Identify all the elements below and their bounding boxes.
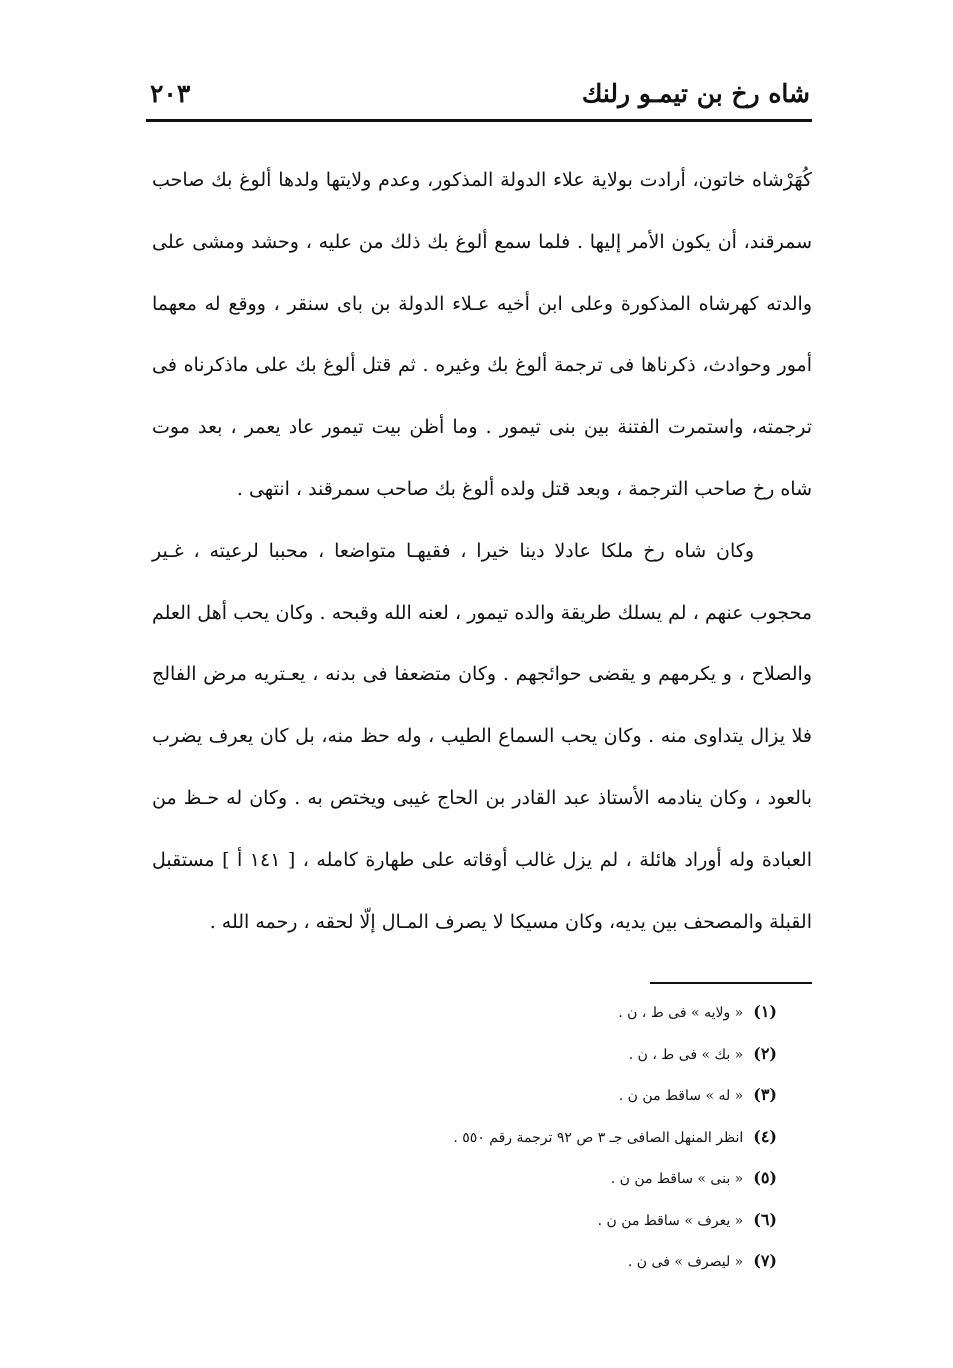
footnote-item bbox=[357, 1200, 777, 1242]
main-text bbox=[152, 150, 812, 953]
footnote-item bbox=[357, 1158, 777, 1200]
footnote-number: (١) bbox=[753, 1002, 777, 1021]
footnote-item bbox=[357, 992, 777, 1034]
footnote-text: « بنى » ساقط من ن . bbox=[610, 1171, 744, 1187]
page-number: ٢٠٣ bbox=[150, 79, 191, 108]
footnote-number: (٣) bbox=[753, 1085, 777, 1104]
running-title: شاه رخ بن تيمـو رلنك bbox=[581, 79, 810, 108]
footnote-text: « له » ساقط من ن . bbox=[618, 1088, 744, 1104]
footnotes-list bbox=[357, 992, 777, 1283]
footnote-text: « ليصرف » فى ن . bbox=[627, 1254, 744, 1270]
footnote-number: (٢) bbox=[753, 1043, 777, 1063]
footnote-item bbox=[357, 1117, 777, 1159]
footnote-item bbox=[357, 1241, 777, 1283]
footnote-number: (٦) bbox=[753, 1209, 777, 1229]
footnote-number: (٧) bbox=[753, 1251, 777, 1270]
footnote-text: « ولايه » فى ط ، ن . bbox=[618, 1005, 744, 1021]
footnote-text: انظر المنهل الصافى جـ ٣ ص ٩٢ ترجمة رقم ٥٥٠ . bbox=[453, 1129, 744, 1146]
footnote-number: (٤) bbox=[753, 1126, 777, 1146]
footnote-text: « يعرف » ساقط من ن . bbox=[597, 1212, 744, 1229]
footnote-text: « بك » فى ط ، ن . bbox=[628, 1046, 744, 1063]
footnote-number: (٥) bbox=[753, 1168, 777, 1187]
footnote-item bbox=[357, 1034, 777, 1076]
footnote-item bbox=[357, 1075, 777, 1117]
footnote-rule bbox=[650, 982, 812, 984]
paragraph-1: كُهَرْشاه خاتون، أرادت بولاية علاء الدولة المذكور، وعدم ولايتها ولدها ألوغ بك صاحب سمرقند، أن يكون الأمر إليها . فلما سمع ألوغ بك ذلك من عليه ، وحشد ومشى على والدته كهرشاه المذكورة وعلى ابن أخيه عـلاء الدولة بن باى سنقر ، ووقع له معهما أمور وحوادث، ذكرناها فى ترجمة ألوغ بك وغيره . ثم قتل ألوغ بك على ماذكرناه فى ترجمته، واستمرت الفتنة بين بنى تيمور . وما أظن بيت تيمور عاد يعمر ، بعد موت شاه رخ صاحب الترجمة ، وبعد قتل ولده ألوغ بك صاحب سمرقند ، انتهى . bbox=[152, 169, 812, 500]
paragraph-2: وكان شاه رخ ملكا عادلا دينا خيرا ، فقيهـا متواضعا ، محببا لرعيته ، غـير محجوب عنهم ، لم يسلك طريقة والده تيمور ، لعنه الله وقبحه . وكان يحب أهل العلم والصلاح ، و يكرمهم و يقضى حوائجهم . وكان متضعفا فى بدنه ، يعـتريه مرض الفالج فلا يزال يتداوى منه . وكان يحب السماع الطيب ، وله حظ منه، بل كان يعرف يضرب بالعود ، وكان ينادمه الأستاذ عبد القادر بن الحاج غيبى ويختص به . وكان له حـظ من العبادة وله أوراد هائلة ، لم يزل غالب أوقاته على طهارة كامله ، [ ١٤١ أ ] مستقبل القبلة والمصحف بين يديه، وكان مسيكا لا يصرف المـال إلّا لحقه ، رحمه الله . bbox=[152, 539, 813, 933]
page-header bbox=[150, 72, 810, 116]
header-rule bbox=[146, 119, 812, 122]
